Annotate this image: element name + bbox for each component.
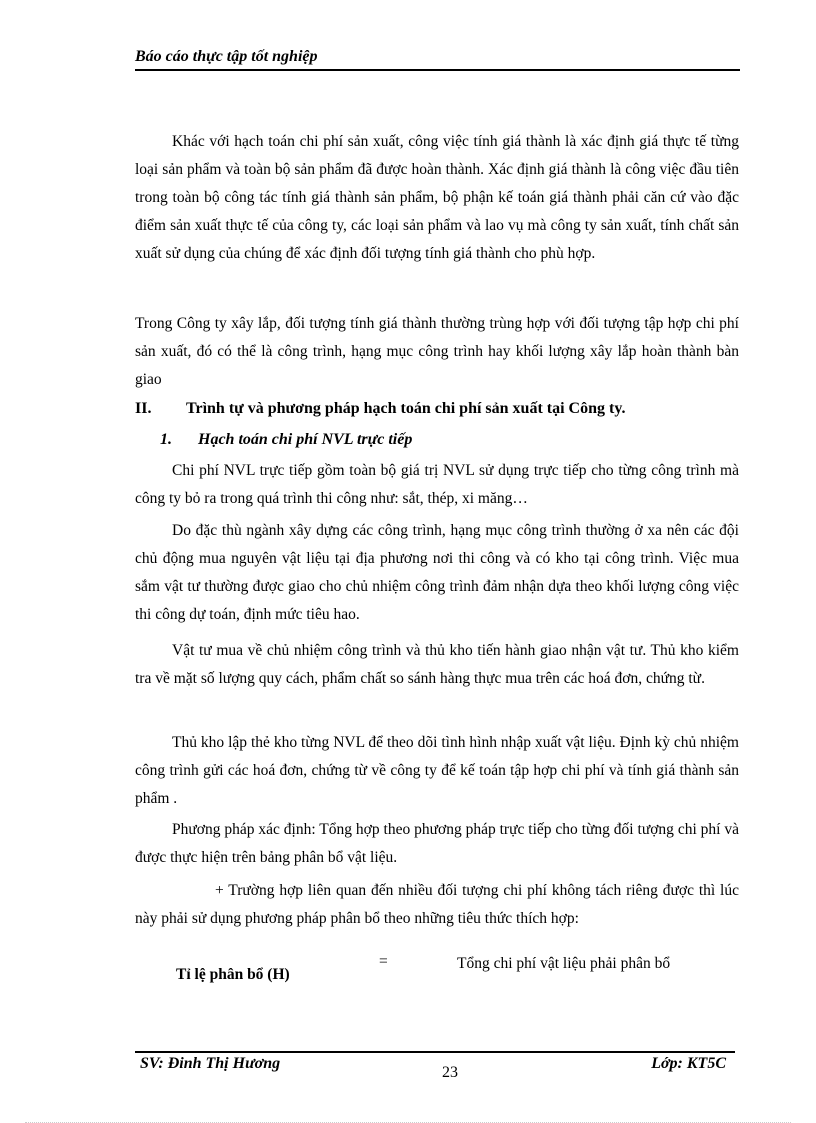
formula-label: Tỉ lệ phân bổ (H) (176, 966, 290, 983)
formula-equals: = (379, 953, 388, 970)
header-title: Báo cáo thực tập tốt nghiệp (135, 48, 318, 65)
header-rule (135, 69, 740, 71)
footer-class: Lớp: KT5C (651, 1055, 726, 1072)
paragraph-nvl-cost: Chi phí NVL trực tiếp gồm toàn bộ giá trị NVL sử dụng trực tiếp cho từng công trình mà công ty bỏ ra trong quá trình thi công như: sắt, thép, xi măng… (135, 462, 739, 507)
paragraph-receiving: Vật tư mua về chủ nhiệm công trình và thủ kho tiến hành giao nhận vật tư. Thủ kho kiểm tra về mặt số lượng quy cách, phẩm chất so sánh hàng thực mua trên các hoá đơn, chứng từ. (135, 642, 739, 687)
formula-numerator: Tổng chi phí vật liệu phải phân bổ (457, 955, 671, 972)
section-number: II. (135, 400, 152, 417)
paragraph-method: Phương pháp xác định: Tổng hợp theo phương pháp trực tiếp cho từng đối tượng chi phí và được thực hiện trên bảng phân bổ vật liệu. (135, 821, 739, 866)
subsection-title: Hạch toán chi phí NVL trực tiếp (198, 431, 413, 448)
paragraph-warehouse-card: Thủ kho lập thẻ kho từng NVL để theo dõi tình hình nhập xuất vật liệu. Định kỳ chủ nhiệm công trình gửi các hoá đơn, chứng từ về công ty để kế toán tập hợp chi phí và tính giá thành sản phẩm . (135, 734, 739, 807)
section-title: Trình tự và phương pháp hạch toán chi phí sản xuất tại Công ty. (186, 400, 626, 417)
paragraph-allocation: + Trường hợp liên quan đến nhiều đối tượng chi phí không tách riêng được thì lúc này phải sử dụng phương pháp phân bổ theo những tiêu thức thích hợp: (135, 882, 739, 927)
paragraph-procurement: Do đặc thù ngành xây dựng các công trình, hạng mục công trình thường ở xa nên các đội chủ động mua nguyên vật liệu tại địa phương nơi thi công và có kho tại công trình. Việc mua sắm vật tư thường được giao cho chủ nhiệm công trình đảm nhận dựa theo khối lượng công việc thi công dự toán, định mức tiêu hao. (135, 522, 739, 623)
page-number: 23 (442, 1064, 458, 1081)
footer-student: SV: Đinh Thị Hương (140, 1055, 281, 1072)
paragraph-construction-company: Trong Công ty xây lắp, đối tượng tính giá thành thường trùng hợp với đối tượng tập hợp chi phí sản xuất, đó có thể là công trình, hạng mục công trình hay khối lượng xây lắp hoàn thành bàn giao (135, 315, 739, 388)
footer-rule (135, 1051, 735, 1053)
subsection-number: 1. (160, 431, 172, 448)
paragraph-price-definition: Khác với hạch toán chi phí sản xuất, công việc tính giá thành là xác định giá thực tế từng loại sản phẩm và toàn bộ sản phẩm đã được hoàn thành. Xác định giá thành là công việc đầu tiên trong toàn bộ công tác tính giá thành sản phẩm, bộ phận kế toán giá thành phải căn cứ vào đặc điểm sản xuất thực tế của công ty, các loại sản phẩm và lao vụ mà công ty sản xuất, tính chất sản xuất sử dụng của chúng để xác định đối tượng tính giá thành cho phù hợp. (135, 133, 739, 262)
